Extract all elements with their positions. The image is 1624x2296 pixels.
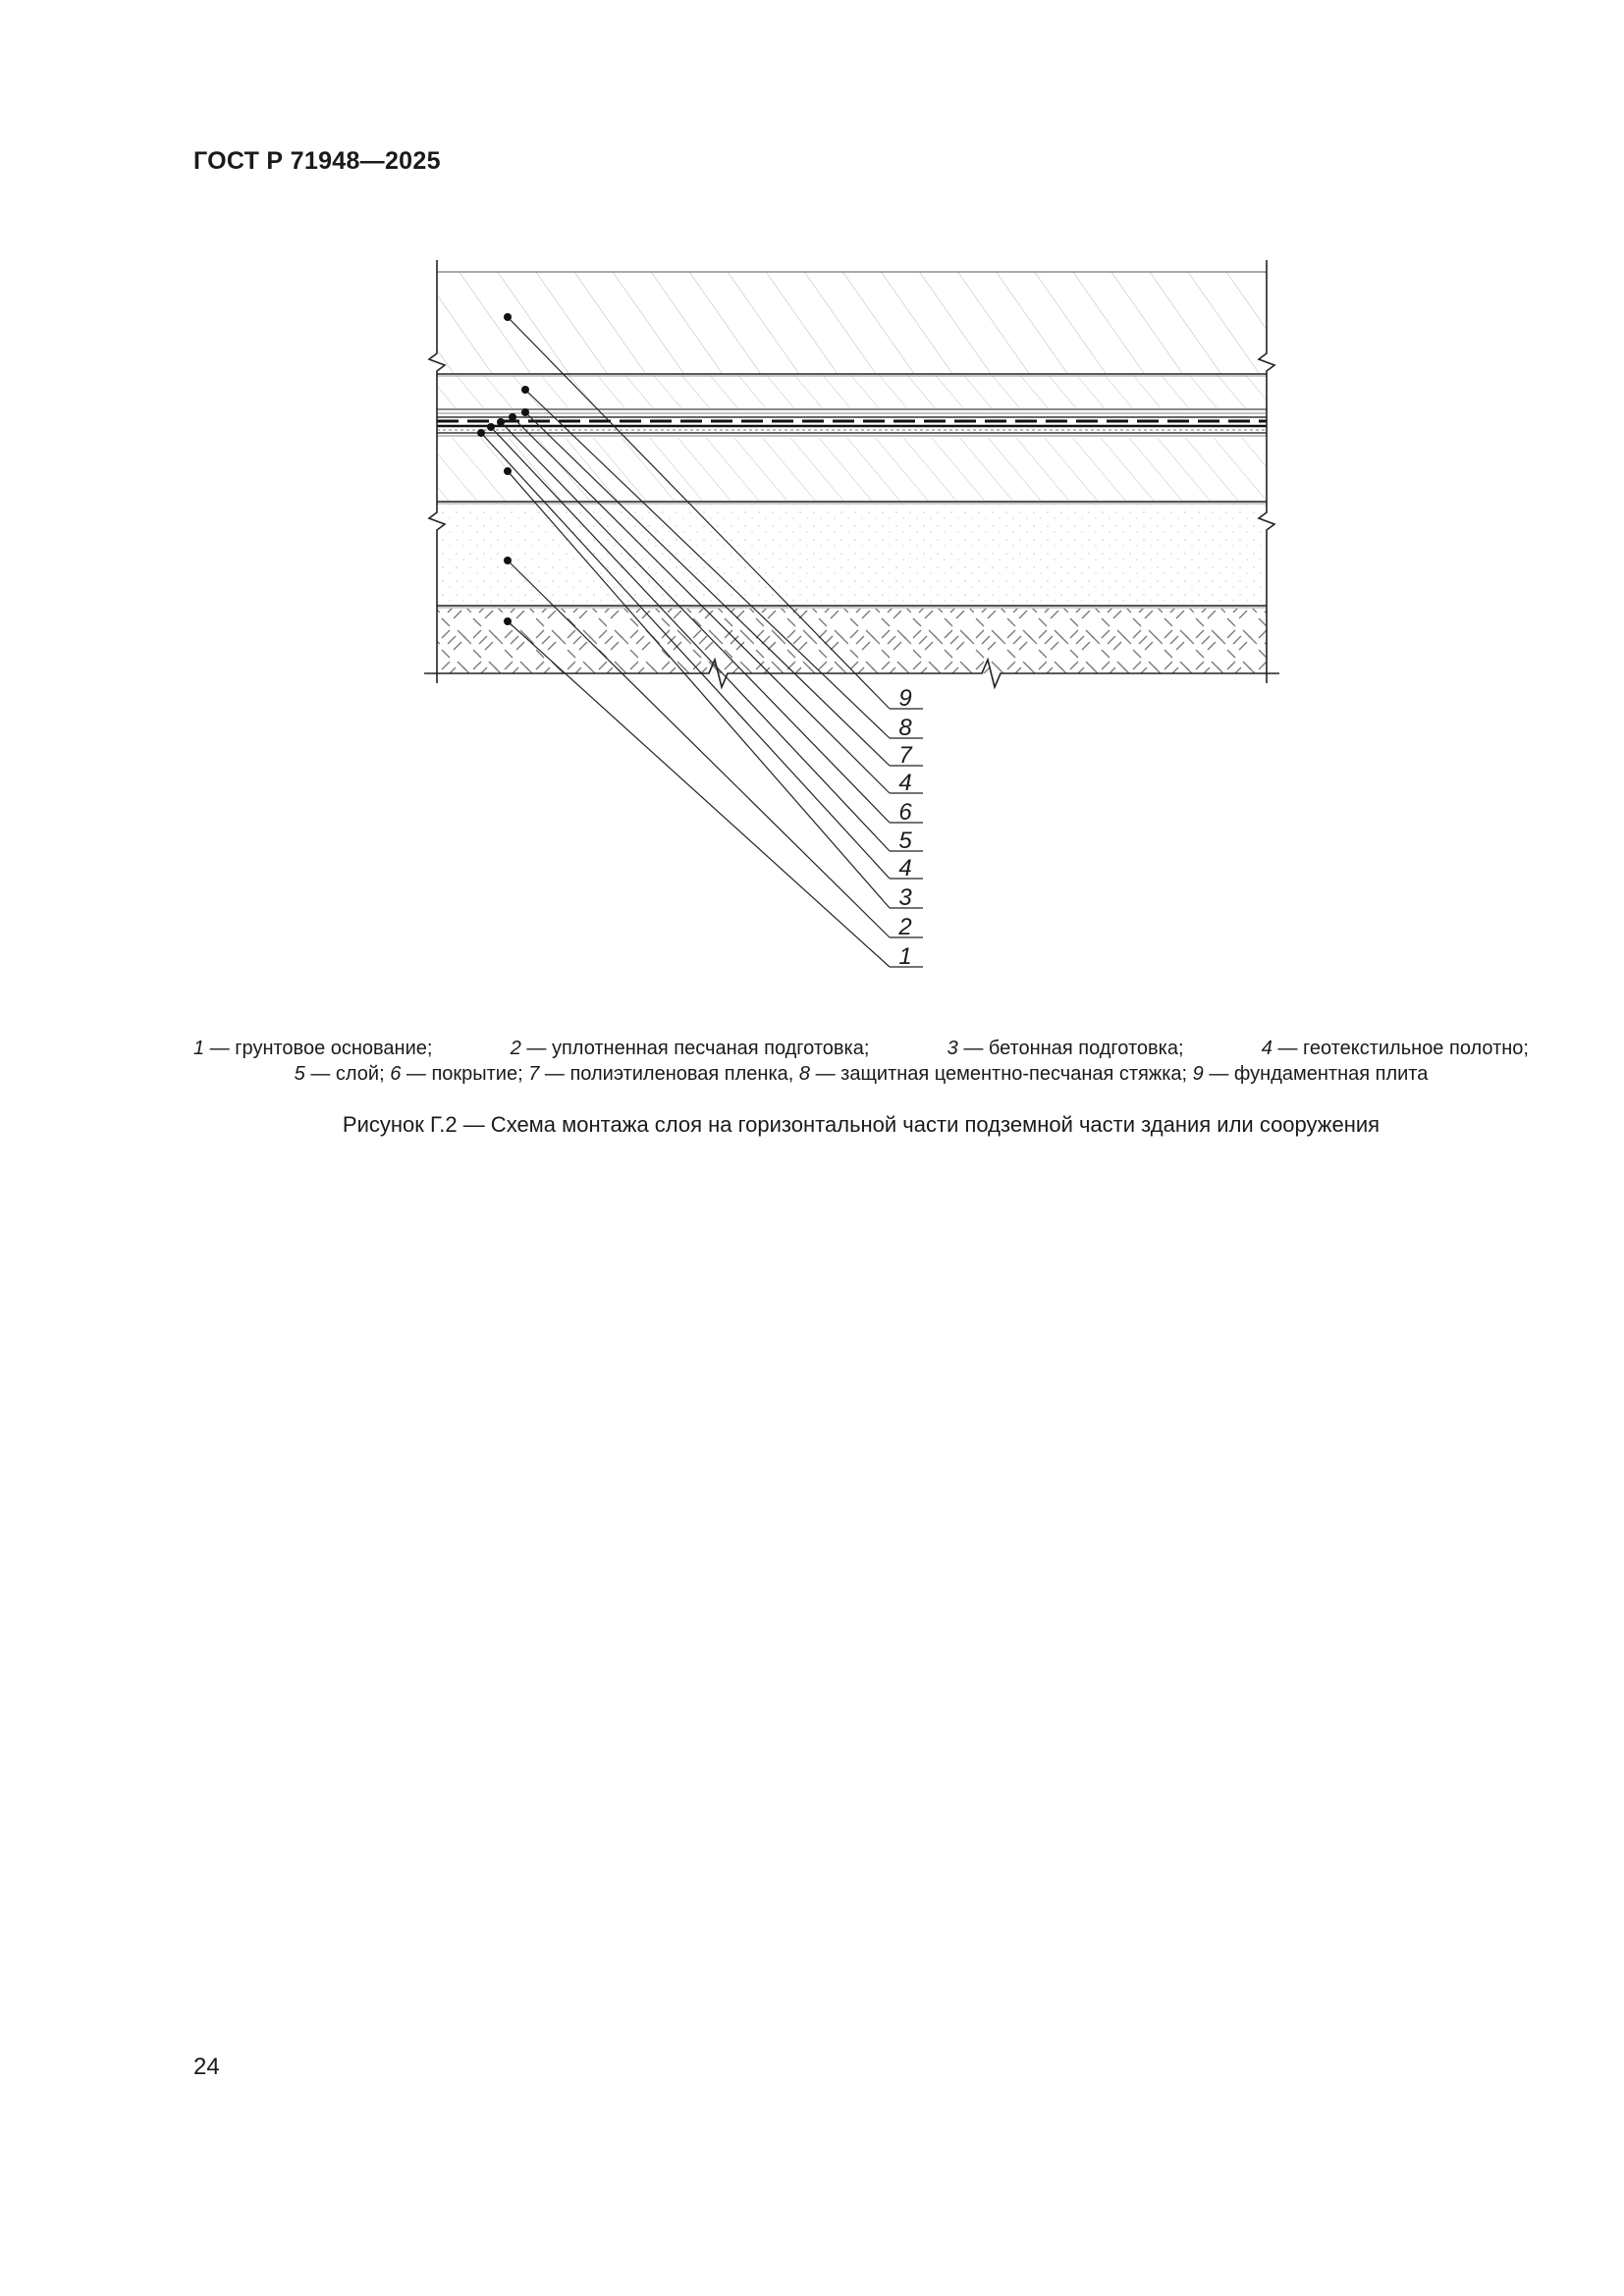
soil-base-layer — [424, 609, 1279, 687]
callout-label: 4 — [898, 770, 912, 796]
callout-label: 2 — [898, 914, 912, 940]
callout-label: 5 — [898, 828, 912, 854]
legend-item: 9 — фундаментная плита — [1192, 1063, 1429, 1085]
callout-label: 4 — [898, 855, 912, 881]
figure-caption: Рисунок Г.2 — Схема монтажа слоя на горизонтальной части подземной части здания или сооружения — [342, 1112, 1380, 1137]
callout-label: 8 — [898, 715, 912, 741]
legend-item: 3 — бетонная подготовка; — [947, 1038, 1184, 1059]
callout-label: 1 — [898, 943, 912, 970]
page-number: 24 — [193, 2054, 220, 2080]
legend-item: 5 — слой; — [294, 1063, 385, 1085]
callout-label: 6 — [898, 799, 912, 826]
legend-item: 4 — геотекстильное полотно; — [1261, 1038, 1529, 1059]
legend-item: 8 — защитная цементно-песчаная стяжка; — [798, 1063, 1188, 1085]
membrane-layers — [437, 409, 1267, 436]
layer-section-diagram — [0, 0, 1624, 1021]
figure-legend — [193, 1036, 1529, 1087]
legend-item: 1 — грунтовое основание; — [193, 1038, 433, 1059]
legend-item: 2 — уплотненная песчаная подготовка; — [510, 1038, 870, 1059]
callout-label: 3 — [898, 884, 912, 911]
callout-label: 9 — [898, 685, 912, 712]
callout-label: 7 — [898, 742, 912, 769]
legend-item: 6 — покрытие; — [390, 1063, 523, 1085]
legend-item: 7 — полиэтиленовая пленка, — [528, 1063, 794, 1085]
protective-screed-layer — [437, 374, 1267, 408]
foundation-slab-layer — [437, 272, 1267, 373]
document-header: ГОСТ Р 71948—2025 — [193, 147, 441, 175]
